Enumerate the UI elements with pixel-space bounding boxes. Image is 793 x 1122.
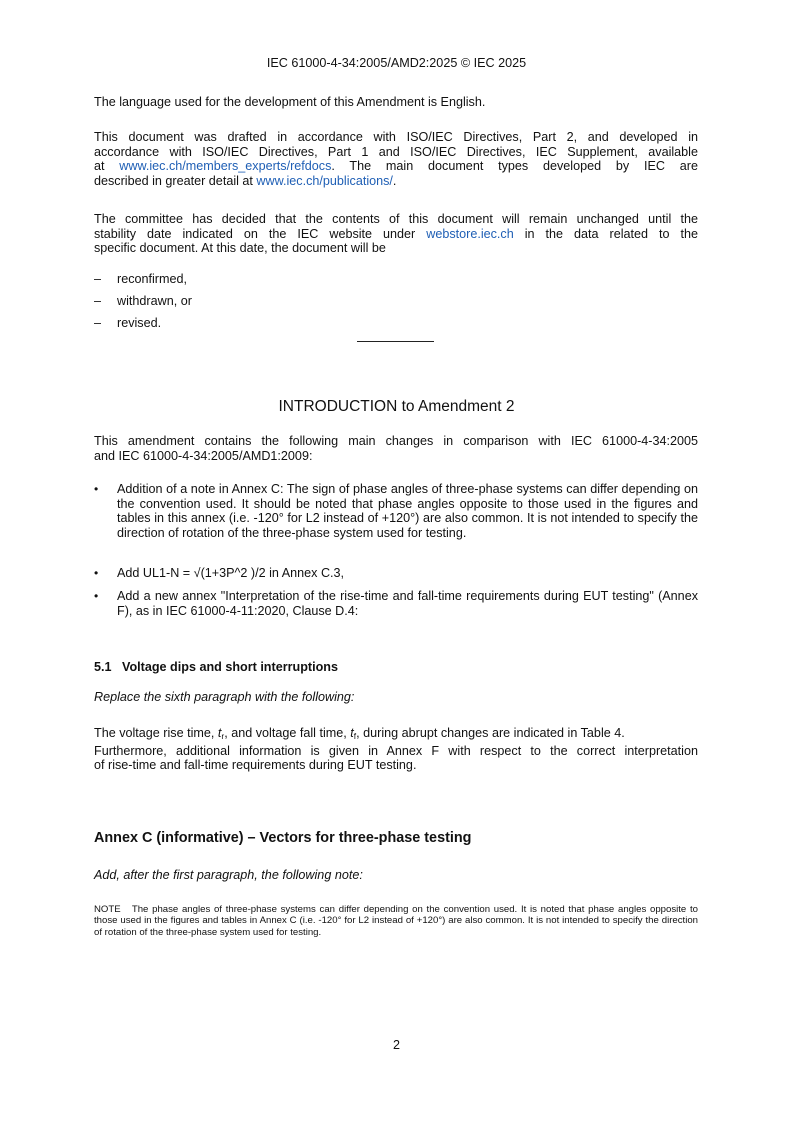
dash-mark: – [94,316,102,330]
section-5-1-line-3: of rise-time and fall-time requirements during EUT testing. [94,758,417,773]
section-5-1-line-1 [94,726,698,744]
drafting-line-3 [94,159,698,174]
annex-c-title: Annex C (informative) – Vectors for three-phase testing [94,830,472,846]
introduction-lead [94,434,698,463]
bullet-mark: • [94,589,99,603]
webstore-link[interactable]: webstore.iec.ch [426,226,514,241]
body-post: , during abrupt changes are indicated in Table 4. [356,726,625,740]
bullet-text: Addition of a note in Annex C: The sign of phase angles of three-phase systems can differ depending on the convention used. It should be noted that phase angles opposite to those used in the figures and tables in this annex (i.e. -120° for L2 instead of +120°) are also common. It is not intended to specify the direction of rotation of the three-phase system used for testing. [117,482,698,540]
stability-paragraph [94,212,698,256]
bullet-mark: • [94,566,99,580]
drafting-paragraph [94,130,698,188]
drafting-line-1: This document was drafted in accordance with ISO/IEC Directives, Part 2, and developed in [94,130,698,144]
page-number: 2 [392,1038,400,1052]
stability-line-2-post: in the data related to the [513,226,698,241]
option-text: reconfirmed, [117,272,187,286]
drafting-line-3-post: . The main document types developed by IEC are [331,159,698,174]
drafting-line-2: accordance with ISO/IEC Directives, Part 1 and ISO/IEC Directives, IEC Supplement, available [94,144,698,159]
drafting-line-4 [94,174,698,189]
fall-time-symbol: t [350,726,354,740]
note-label: NOTE [94,904,121,915]
option-item [94,316,698,331]
separator-rule [357,341,434,342]
note-text: The phase angles of three-phase systems can differ depending on the convention used. It is noted that phase angles opposite to those used in the figures and tables in Annex C (i.e. -120° for L2 instead of +120°) are also common. It is not intended to specify the direction of rotation of the three-phase system used for testing. [94,904,698,938]
stability-line-2 [94,227,698,242]
section-5-1-instruction: Replace the sixth paragraph with the following: [94,690,355,704]
fall-time-subscript: f [353,731,357,741]
bullet-text: Add UL1-N = √(1+3P^2 )/2 in Annex C.3, [117,566,345,580]
annex-c-note [94,904,698,938]
option-text: withdrawn, or [117,294,192,308]
body-mid: , and voltage fall time, [224,726,351,740]
introduction-title: INTRODUCTION to Amendment 2 [278,398,515,415]
option-item [94,294,698,309]
drafting-line-4-post: . [392,173,397,188]
bullet-text: Add a new annex "Interpretation of the rise-time and fall-time requirements during EUT testing" (Annex F), as in IEC 61000-4-11:2020, Clause D.4: [117,589,698,618]
stability-line-1: The committee has decided that the contents of this document will remain unchanged until the [94,212,698,226]
dash-mark: – [94,272,102,286]
refdocs-link[interactable]: www.iec.ch/members_experts/refdocs [119,159,332,174]
option-item [94,272,698,287]
annex-c-instruction: Add, after the first paragraph, the following note: [94,868,363,882]
section-5-1-title: 5.1 Voltage dips and short interruptions [94,660,338,674]
language-paragraph: The language used for the development of this Amendment is English. [94,95,486,109]
stability-line-2-pre: stability date indicated on the IEC website under [94,226,427,241]
dash-mark: – [94,294,102,308]
drafting-line-4-pre: described in greater detail at [94,173,257,188]
stability-line-3: specific document. At this date, the document will be [94,241,386,256]
drafting-line-3-pre: at [94,159,120,174]
rise-time-symbol: t [217,726,222,740]
section-5-1-body [94,726,698,773]
page-header: IEC 61000-4-34:2005/AMD2:2025 © IEC 2025 [266,56,527,70]
rise-time-subscript: r [221,731,225,741]
section-5-1-line-2: Furthermore, additional information is given in Annex F with respect to the correct interpretation [94,743,698,758]
intro-lead-line-1: This amendment contains the following main changes in comparison with IEC 61000-4-34:2005 [94,434,698,448]
body-pre: The voltage rise time, [94,726,218,740]
bullet-mark: • [94,482,99,496]
publications-link[interactable]: www.iec.ch/publications/ [256,173,393,188]
option-text: revised. [117,316,162,330]
intro-lead-line-2: and IEC 61000-4-34:2005/AMD1:2009: [94,448,313,463]
